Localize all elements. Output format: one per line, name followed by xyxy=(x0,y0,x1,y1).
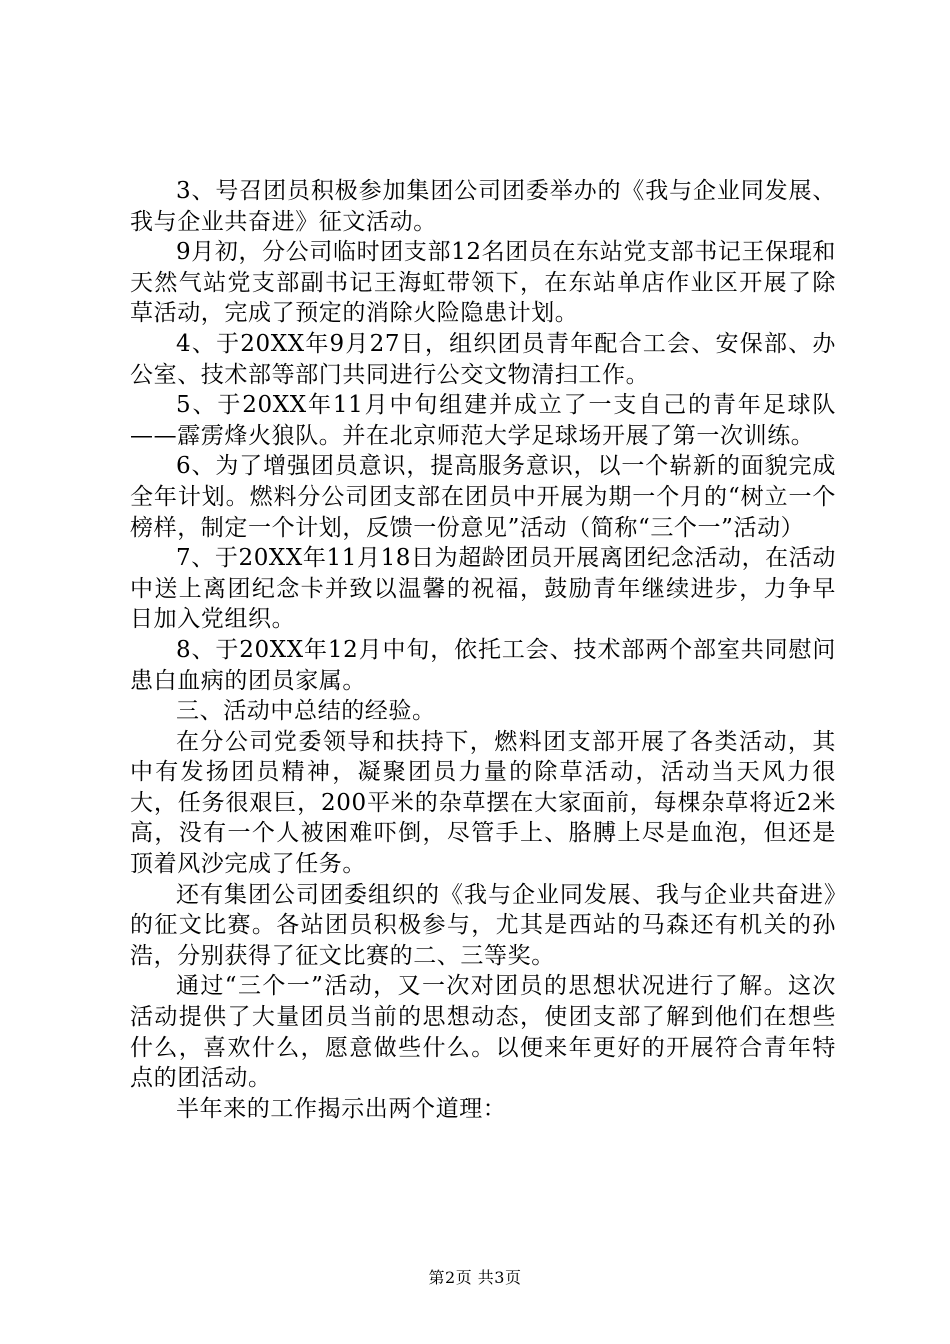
paragraph: 在分公司党委领导和扶持下，燃料团支部开展了各类活动，其中有发扬团员精神，凝聚团员力量的除草活动，活动当天风力很大，任务很艰巨，200平米的杂草摆在大家面前，每棵杂草将近2米高，没有一个人被困难吓倒，尽管手上、胳膊上尽是血泡，但还是顶着风沙完成了任务。 xyxy=(130,728,836,878)
paragraph: 6、为了增强团员意识，提高服务意识，以一个崭新的面貌完成全年计划。燃料分公司团支部在团员中开展为期一个月的“树立一个榜样，制定一个计划，反馈一份意见”活动（简称“三个一”活动） xyxy=(130,453,836,541)
page-number-footer: 第2页 共3页 xyxy=(428,1268,522,1287)
paragraph: 5、于20XX年11月中旬组建并成立了一支自己的青年足球队——霹雳烽火狼队。并在北京师范大学足球场开展了第一次训练。 xyxy=(130,392,836,449)
paragraph: 通过“三个一”活动，又一次对团员的思想状况进行了解。这次活动提供了大量团员当前的思想动态，使团支部了解到他们在想些什么，喜欢什么，愿意做些什么。以便来年更好的开展符合青年特点的团活动。 xyxy=(130,973,836,1092)
paragraph: 8、于20XX年12月中旬，依托工会、技术部两个部室共同慰问患白血病的团员家属。 xyxy=(130,636,836,694)
paragraph: 4、于20XX年9月27日，组织团员青年配合工会、安保部、办公室、技术部等部门共同进行公交文物清扫工作。 xyxy=(130,330,836,388)
section-heading: 三、活动中总结的经验。 xyxy=(176,698,436,725)
document-body xyxy=(130,176,836,1124)
paragraph: 7、于20XX年11月18日为超龄团员开展离团纪念活动，在活动中送上离团纪念卡并致以温馨的祝福，鼓励青年继续进步，力争早日加入党组织。 xyxy=(130,545,836,633)
paragraph: 还有集团公司团委组织的《我与企业同发展、我与企业共奋进》的征文比赛。各站团员积极参与，尤其是西站的马森还有机关的孙浩，分别获得了征文比赛的二、三等奖。 xyxy=(130,881,836,969)
paragraph: 半年来的工作揭示出两个道理： xyxy=(176,1095,507,1122)
paragraph: 3、号召团员积极参加集团公司团委举办的《我与企业同发展、我与企业共奋进》征文活动。 xyxy=(130,178,836,235)
paragraph: 9月初，分公司临时团支部12名团员在东站党支部书记王保琨和天然气站党支部副书记王海虹带领下，在东站单店作业区开展了除草活动，完成了预定的消除火险隐患计划。 xyxy=(130,239,836,327)
